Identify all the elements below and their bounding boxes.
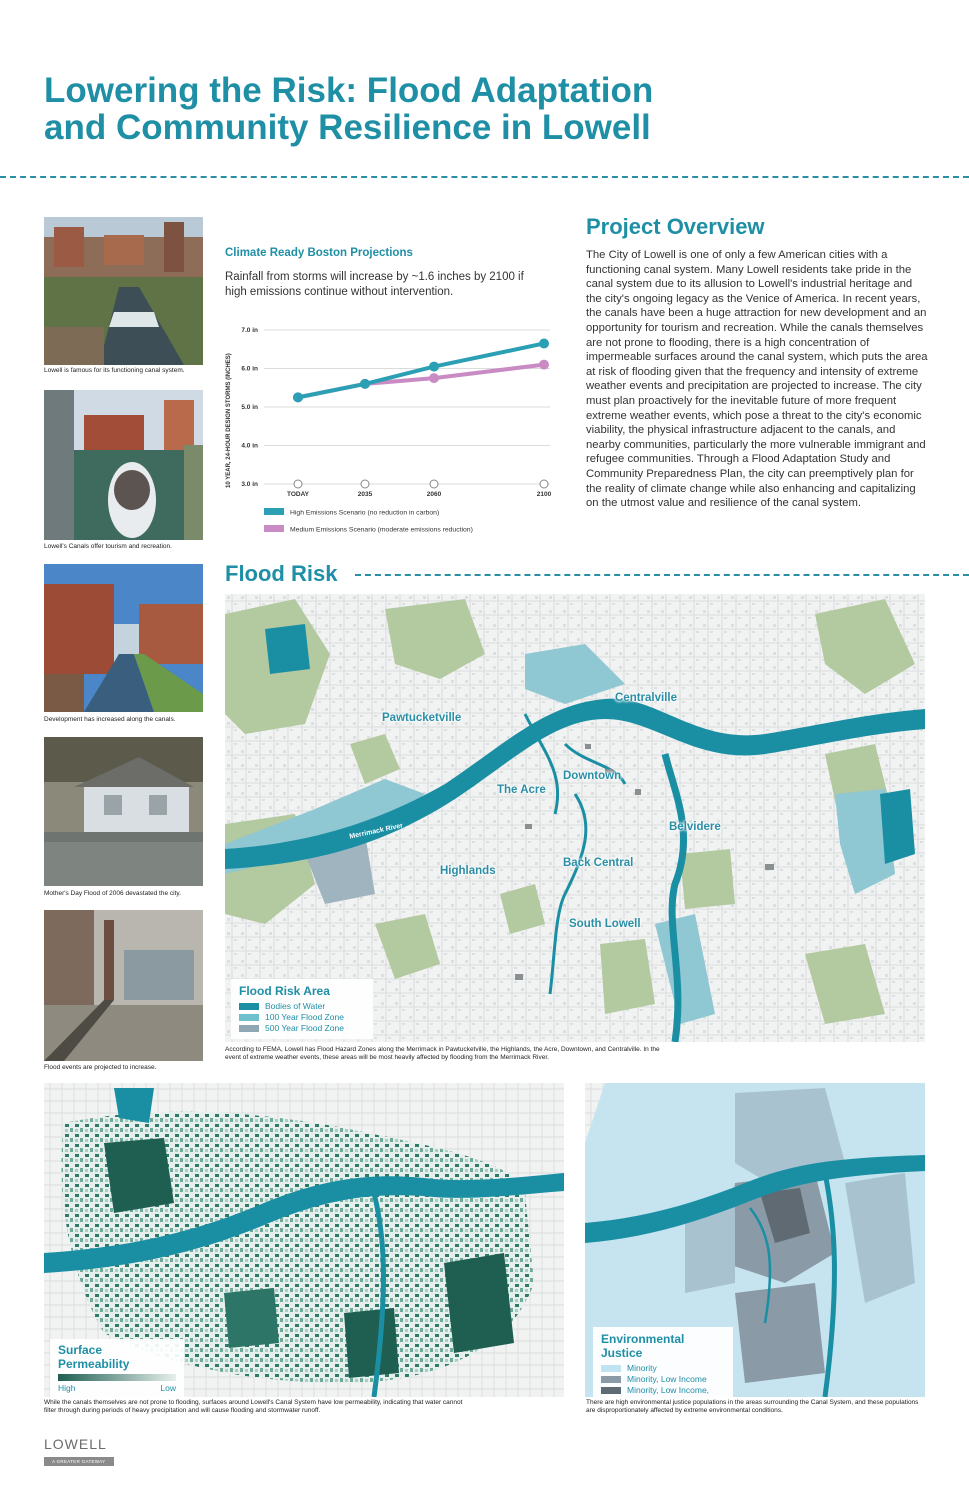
- lowell-logo-tagline: A GREATER GATEWAY: [44, 1457, 114, 1466]
- chart-y-tick-label: 4.0 in: [241, 442, 258, 450]
- chart-x-tick-label: 2100: [536, 491, 552, 498]
- photo-flood-events: [44, 910, 203, 1061]
- chart-legend-label: High Emissions Scenario (no reduction in carbon): [290, 509, 440, 517]
- env-justice-caption: There are high environmental justice populations in the areas surrounding the Canal System, and these populations are disproportionately affected by extreme environmental conditions.: [586, 1399, 919, 1414]
- label-back-central: Back Central: [563, 857, 634, 869]
- legend-item-500yr: 500 Year Flood Zone: [239, 1023, 365, 1034]
- label-pawtucketville: Pawtucketville: [382, 712, 462, 724]
- photo-canal-aerial: [44, 217, 203, 365]
- chart-data-point: [539, 338, 549, 348]
- chart-y-tick-label: 5.0 in: [241, 404, 258, 411]
- environmental-justice-legend: [593, 1327, 733, 1397]
- permeability-high-label: High: [58, 1383, 76, 1393]
- chart-legend-swatch: [264, 525, 284, 532]
- label-belvidere: Belvidere: [669, 821, 721, 833]
- photo-caption-1: Lowell is famous for its functioning canal system.: [44, 367, 185, 374]
- chart-x-tick-marker: [294, 480, 302, 488]
- permeability-legend: [50, 1339, 184, 1397]
- chart-data-point: [360, 379, 370, 389]
- flood-risk-legend: [231, 979, 373, 1039]
- title-line-2: and Community Resilience in Lowell: [44, 108, 651, 147]
- ej-legend-title: Environmental Justice: [601, 1332, 685, 1360]
- flood-risk-caption: According to FEMA, Lowell has Flood Hazard Zones along the Merrimack in Pawtucketville, the Highlands, the Acre, Downtown, and Centralville. In the event of extreme weather events, these areas will be most heavily affected by flooding from the Merrimack River.: [225, 1046, 660, 1061]
- rainfall-chart: [222, 318, 567, 543]
- photo-caption-3: Development has increased along the canals.: [44, 716, 176, 723]
- chart-x-tick-marker: [430, 480, 438, 488]
- title-line-1: Lowering the Risk: Flood Adaptation: [44, 71, 654, 110]
- label-centralville: Centralville: [615, 692, 677, 704]
- ej-legend-minority: Minority: [601, 1363, 725, 1374]
- photo-mothers-day-flood: [44, 737, 203, 886]
- flood-risk-divider: [355, 574, 969, 576]
- swatch-minority-low-income: [601, 1376, 621, 1383]
- chart-x-tick-marker: [540, 480, 548, 488]
- ej-legend-minority-low-income: Minority, Low Income: [601, 1374, 725, 1385]
- lowell-logo: LOWELL: [44, 1436, 107, 1452]
- label-the-acre: The Acre: [497, 784, 546, 796]
- swatch-minority: [601, 1365, 621, 1372]
- photo-canal-boat: [44, 390, 203, 540]
- overview-heading: Project Overview: [586, 214, 765, 239]
- chart-data-point: [539, 360, 549, 370]
- label-merrimack-river: Merrimack River: [348, 822, 404, 841]
- legend-item-water: Bodies of Water: [239, 1001, 365, 1012]
- swatch-100yr: [239, 1014, 259, 1021]
- swatch-500yr: [239, 1025, 259, 1032]
- permeability-legend-title: Surface Permeability: [58, 1343, 130, 1371]
- label-highlands: Highlands: [440, 865, 496, 877]
- chart-data-point: [293, 392, 303, 402]
- permeability-low-label: Low: [160, 1383, 176, 1393]
- flood-risk-map: [225, 594, 925, 1042]
- label-downtown: Downtown: [563, 770, 622, 782]
- flood-risk-legend-title: Flood Risk Area: [239, 984, 330, 998]
- chart-x-tick-marker: [361, 480, 369, 488]
- photo-canal-development: [44, 564, 203, 712]
- chart-x-tick-label: 2060: [426, 491, 442, 498]
- chart-legend-swatch: [264, 508, 284, 515]
- label-south-lowell: South Lowell: [569, 918, 641, 930]
- chart-y-tick-label: 6.0 in: [241, 365, 258, 373]
- ej-legend-nes-line2: [601, 1396, 725, 1397]
- projections-heading: Climate Ready Boston Projections: [225, 247, 413, 259]
- overview-body: The City of Lowell is one of only a few American cities with a functioning canal system. Many Lowell residents take pride in the canal system due to its allusion to Lowell's industrial heritage and the city's ongoing legacy as the Venice of America. In recent years, the canals have been a huge attraction for new development and an opportunity for tourism and recreation. While the canals themselves are not prone to flooding, there is a high concentration of impermeable surfaces around the canal system, which puts the area at risk of flooding given that the frequency and intensity of extreme weather events and precipitation are projected to increase. The city must plan proactively for the inevitable future of more frequent extreme weather events, which pose a threat to the city's economic viability, the physical infrastructure adjacent to the canals, and nearby communities, particularly the more vulnerable immigrant and refugee communities. Through a Flood Adaptation Study and Community Preparedness Plan, the city can preemptively plan for the reality of climate change while also enhancing and capitalizing on the utmost value and resilience of the canal system.: [586, 249, 928, 510]
- page-title: [44, 72, 844, 146]
- swatch-water: [239, 1003, 259, 1010]
- environmental-justice-map: [585, 1083, 925, 1397]
- photo-caption-5: Flood events are projected to increase.: [44, 1064, 157, 1071]
- projections-subtitle: Rainfall from storms will increase by ~1.6 inches by 2100 if high emissions continue without intervention.: [225, 271, 524, 298]
- photo-caption-4: Mother's Day Flood of 2006 devastated the city.: [44, 890, 181, 897]
- ej-legend-minority-low-income-nes: Minority, Low Income,: [601, 1385, 725, 1396]
- swatch-minority-low-income-nes: [601, 1387, 621, 1394]
- surface-permeability-map: [44, 1083, 564, 1397]
- chart-y-tick-label: 3.0 in: [241, 481, 258, 488]
- photo-caption-2: Lowell's Canals offer tourism and recreation.: [44, 543, 172, 550]
- permeability-caption: While the canals themselves are not prone to flooding, surfaces around Lowell's Canal System have low permeability, indicating that water cannot filter through during periods of heavy precipitation and will cause flooding and stormwater runoff.: [44, 1399, 463, 1414]
- chart-data-point: [429, 362, 439, 372]
- chart-x-tick-label: 2035: [357, 491, 373, 498]
- header-divider: [0, 176, 969, 178]
- legend-item-100yr: 100 Year Flood Zone: [239, 1012, 365, 1023]
- chart-y-tick-label: 7.0 in: [241, 327, 258, 334]
- chart-y-axis-label: 10 YEAR, 24-HOUR DESIGN STORMS (INCHES): [226, 353, 232, 488]
- chart-legend-label: Medium Emissions Scenario (moderate emissions reduction): [290, 526, 473, 534]
- flood-risk-heading: Flood Risk: [225, 561, 345, 587]
- chart-x-tick-label: TODAY: [286, 491, 310, 498]
- chart-data-point: [429, 373, 439, 383]
- permeability-gradient: [58, 1374, 176, 1381]
